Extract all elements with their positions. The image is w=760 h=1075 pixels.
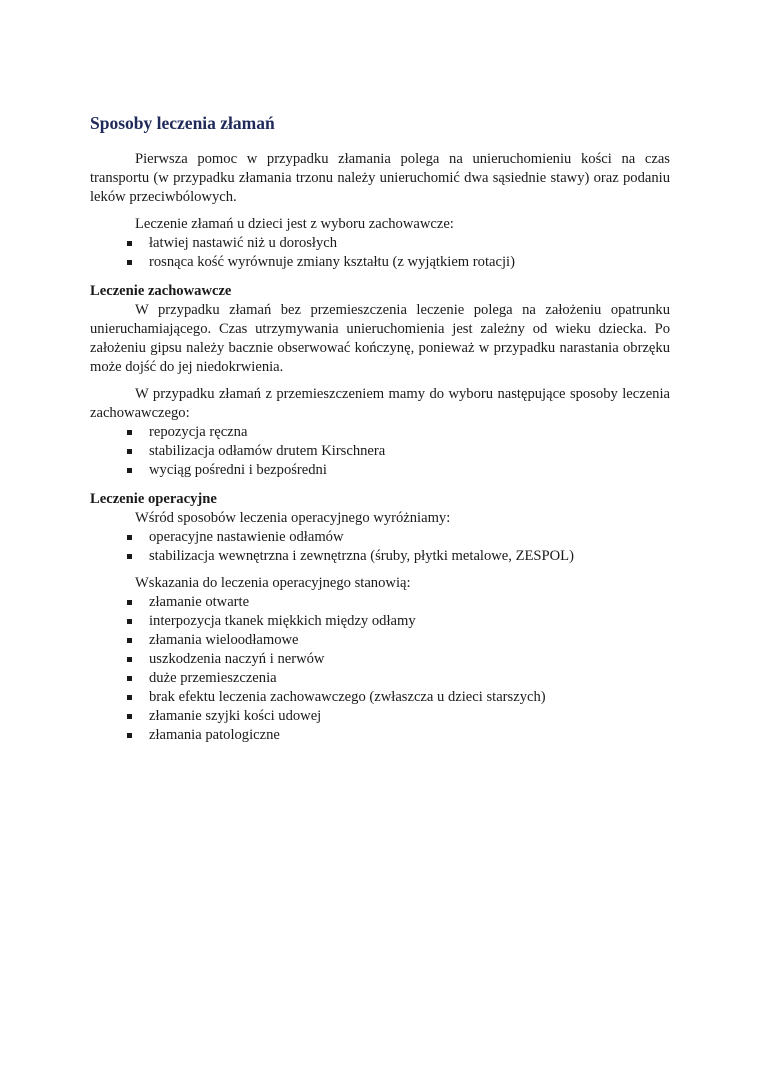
list-item: operacyjne nastawienie odłamów [90,528,670,547]
document-page [90,112,670,753]
list-item: repozycja ręczna [90,423,670,442]
children-treatment-list [90,234,670,272]
operative-methods-list [90,528,670,566]
list-item: złamania wieloodłamowe [90,631,670,650]
list-item: rosnąca kość wyrównuje zmiany kształtu (z wyjątkiem rotacji) [90,253,670,272]
paragraph-displacement: W przypadku złamań z przemieszczeniem mamy do wyboru następujące sposoby leczenia zachowawczego: [90,386,670,421]
list-item: brak efektu leczenia zachowawczego (zwłaszcza u dzieci starszych) [90,688,670,707]
list-item: łatwiej nastawić niż u dorosłych [90,234,670,253]
paragraph-children-treatment: Leczenie złamań u dzieci jest z wyboru zachowawcze: [135,216,454,232]
list-item: uszkodzenia naczyń i nerwów [90,650,670,669]
list-item: interpozycja tkanek miękkich między odłamy [90,612,670,631]
heading-operative: Leczenie operacyjne [90,491,217,507]
heading-conservative: Leczenie zachowawcze [90,283,232,299]
paragraph-no-displacement: W przypadku złamań bez przemieszczenia leczenie polega na założeniu opatrunku unieruchamiającego. Czas utrzymywania unieruchomienia jest zależny od wieku dziecka. Po założeniu gipsu należy bacznie obserwować kończynę, ponieważ w przypadku narastania obrzęku może dojść do jej niedokrwienia. [90,302,670,375]
list-item: złamania patologiczne [90,726,670,745]
list-item: wyciąg pośredni i bezpośredni [90,461,670,480]
list-item: złamanie otwarte [90,593,670,612]
document-title: Sposoby leczenia złamań [90,113,275,133]
list-item: stabilizacja odłamów drutem Kirschnera [90,442,670,461]
paragraph-first-aid: Pierwsza pomoc w przypadku złamania polega na unieruchomieniu kości na czas transportu (w przypadku złamania trzonu należy unieruchomić dwa sąsiednie stawy) oraz podaniu leków przeciwbólowych. [90,151,670,205]
indications-list [90,593,670,745]
list-item: duże przemieszczenia [90,669,670,688]
list-item: stabilizacja wewnętrzna i zewnętrzna (śruby, płytki metalowe, ZESPOL) [90,547,670,566]
list-item: złamanie szyjki kości udowej [90,707,670,726]
conservative-methods-list [90,423,670,480]
paragraph-operative-methods: Wśród sposobów leczenia operacyjnego wyróżniamy: [135,510,451,526]
paragraph-indications: Wskazania do leczenia operacyjnego stanowią: [135,575,411,591]
